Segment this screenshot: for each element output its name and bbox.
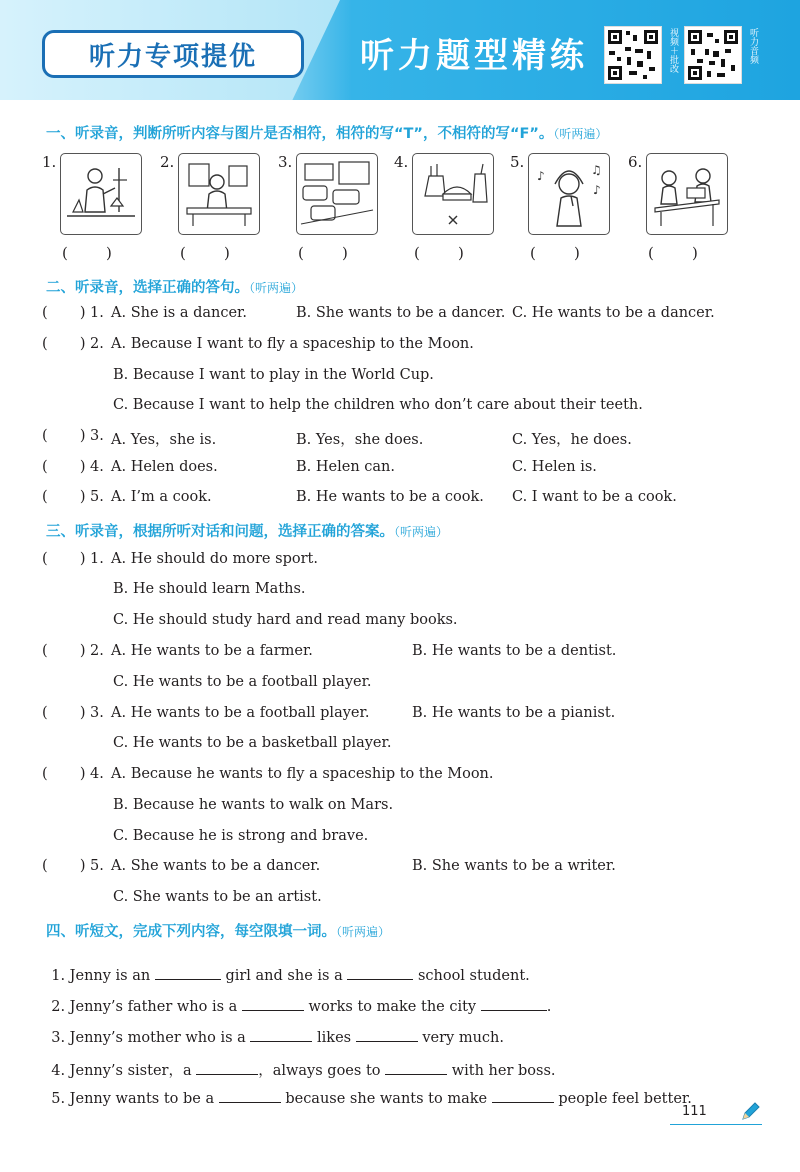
part1-note: （听两遍） <box>553 127 608 141</box>
part2-title-text: 二、听录音，选择正确的答句。 <box>46 280 249 296</box>
answer-blank[interactable]: ( ) <box>42 336 86 352</box>
fill-blank[interactable] <box>492 1090 554 1103</box>
sentence-part: ，always goes to <box>258 1063 381 1079</box>
sentence-part: school student. <box>417 968 530 984</box>
option-c: C. She wants to be an artist. <box>113 889 322 905</box>
option-b: B. He wants to be a pianist. <box>412 705 616 721</box>
answer-blank[interactable]: ( ) <box>648 244 698 262</box>
option-b: B. She wants to be a writer. <box>412 858 616 874</box>
part3-title <box>46 520 448 541</box>
answer-blank[interactable]: ( ) <box>62 244 112 262</box>
junk-food-cross-icon <box>412 153 494 235</box>
sentence-part: very much. <box>422 1030 504 1046</box>
picture-number: 6. <box>628 153 643 171</box>
fill-blank[interactable] <box>250 1029 312 1042</box>
option-a: A. He wants to be a football player. <box>111 705 370 721</box>
svg-text:♪: ♪ <box>537 169 545 183</box>
question-number: 1. <box>90 305 104 321</box>
question-number: 3. <box>90 428 104 444</box>
line-number: 4. <box>51 1063 66 1079</box>
picture-number: 2. <box>160 153 175 171</box>
dentist-icon <box>178 153 260 235</box>
question-number: 5. <box>90 858 104 874</box>
fill-line <box>42 1074 692 1107</box>
option-a: A. Because I want to fly a spaceship to the Moon. <box>111 336 474 352</box>
sentence-part: girl and she is a <box>225 968 343 984</box>
svg-text:♫: ♫ <box>591 163 602 177</box>
answer-blank[interactable]: ( ) <box>42 305 86 321</box>
qr-label-video: 视频＋批改 <box>668 28 678 73</box>
answer-blank[interactable]: ( ) <box>298 244 348 262</box>
sentence-part: Jenny wants to be a <box>69 1091 215 1107</box>
answer-blank[interactable]: ( ) <box>42 705 86 721</box>
sentence-part: likes <box>317 1030 352 1046</box>
option-a: A. She is a dancer. <box>111 305 248 321</box>
answer-blank[interactable]: ( ) <box>530 244 580 262</box>
option-a: A. He wants to be a farmer. <box>111 643 313 659</box>
part3-title-text: 三、听录音，根据所听对话和问题，选择正确的答案。 <box>46 524 394 540</box>
option-a: A. Helen does. <box>111 459 218 475</box>
part2-title <box>46 276 303 297</box>
page-title: 听力题型精练 <box>360 36 588 76</box>
question-number: 2. <box>90 336 104 352</box>
option-c: C. He should study hard and read many books. <box>113 612 458 628</box>
answer-blank[interactable]: ( ) <box>414 244 464 262</box>
traffic-cars-icon <box>296 153 378 235</box>
answer-blank[interactable]: ( ) <box>180 244 230 262</box>
page-header <box>0 0 800 100</box>
scientist-lab-icon <box>60 153 142 235</box>
girl-singing-icon <box>528 153 610 235</box>
part3-note: （听两遍） <box>394 525 449 539</box>
part4-title-text: 四、听短文，完成下列内容，每空限填一词。 <box>46 924 336 940</box>
question-number: 4. <box>90 766 104 782</box>
option-b: B. He wants to be a dentist. <box>412 643 617 659</box>
option-c: C. Yes，he does. <box>512 432 632 448</box>
question-number: 2. <box>90 643 104 659</box>
part4-note: （听两遍） <box>336 925 391 939</box>
option-b: B. Because he wants to walk on Mars. <box>113 797 394 813</box>
fill-blank[interactable] <box>347 967 413 980</box>
sentence-part: . <box>546 999 552 1015</box>
qr-code-icon[interactable] <box>604 26 662 84</box>
option-b: B. Because I want to play in the World Cup. <box>113 367 434 383</box>
fill-blank[interactable] <box>481 998 547 1011</box>
answer-blank[interactable]: ( ) <box>42 643 86 659</box>
picture-number: 3. <box>278 153 293 171</box>
option-c: C. He wants to be a basketball player. <box>113 735 392 751</box>
qr-code-icon[interactable] <box>684 26 742 84</box>
option-b: B. He wants to be a cook. <box>296 489 484 505</box>
part1-title-text: 一、听录音，判断所听内容与图片是否相符，相符的写“T”，不相符的写“F”。 <box>46 126 554 142</box>
picture-number: 5. <box>510 153 525 171</box>
sentence-part: people feel better. <box>558 1091 692 1107</box>
option-c: C. Because he is strong and brave. <box>113 828 369 844</box>
line-number: 1. <box>51 968 66 984</box>
pencil-icon <box>740 1100 762 1126</box>
line-number: 2. <box>51 999 66 1015</box>
part4-title <box>46 920 390 941</box>
part2-note: （听两遍） <box>249 281 304 295</box>
answer-blank[interactable]: ( ) <box>42 459 86 475</box>
sentence-part: Jenny’s sister，a <box>69 1063 192 1079</box>
sentence-part: because she wants to make <box>285 1091 488 1107</box>
fill-blank[interactable] <box>242 998 304 1011</box>
answer-blank[interactable]: ( ) <box>42 428 86 444</box>
line-number: 5. <box>51 1091 66 1107</box>
option-b: B. Yes，she does. <box>296 432 424 448</box>
svg-text:♪: ♪ <box>593 183 601 197</box>
option-c: C. Because I want to help the children who don’t care about their teeth. <box>113 397 643 413</box>
fill-blank[interactable] <box>219 1090 281 1103</box>
section-badge: 听力专项提优 <box>42 30 304 78</box>
children-reading-icon <box>646 153 728 235</box>
sentence-part: Jenny’s mother who is a <box>69 1030 246 1046</box>
sentence-part: Jenny is an <box>69 968 151 984</box>
fill-blank[interactable] <box>155 967 221 980</box>
option-b: B. He should learn Maths. <box>113 581 306 597</box>
fill-line <box>42 982 551 1015</box>
option-a: A. I’m a cook. <box>111 489 212 505</box>
fill-line <box>42 951 530 984</box>
question-number: 1. <box>90 551 104 567</box>
picture-number: 4. <box>394 153 409 171</box>
question-number: 5. <box>90 489 104 505</box>
option-c: C. Helen is. <box>512 459 597 475</box>
option-b: B. Helen can. <box>296 459 395 475</box>
question-number: 4. <box>90 459 104 475</box>
fill-line <box>42 1013 504 1046</box>
answer-blank[interactable]: ( ) <box>42 489 86 505</box>
option-c: C. He wants to be a football player. <box>113 674 372 690</box>
answer-blank[interactable]: ( ) <box>42 858 86 874</box>
qr-label-audio: 听力音频 <box>748 28 758 64</box>
picture-number: 1. <box>42 153 57 171</box>
question-number: 3. <box>90 705 104 721</box>
answer-blank[interactable]: ( ) <box>42 766 86 782</box>
sentence-part: Jenny’s father who is a <box>69 999 238 1015</box>
option-c: C. He wants to be a dancer. <box>512 305 715 321</box>
option-a: A. She wants to be a dancer. <box>111 858 321 874</box>
option-a: A. He should do more sport. <box>111 551 318 567</box>
option-a: A. Yes，she is. <box>111 432 217 448</box>
option-b: B. She wants to be a dancer. <box>296 305 506 321</box>
fill-blank[interactable] <box>356 1029 418 1042</box>
sentence-part: works to make the city <box>308 999 477 1015</box>
part1-title <box>46 122 607 143</box>
answer-blank[interactable]: ( ) <box>42 551 86 567</box>
line-number: 3. <box>51 1030 66 1046</box>
page-number: 111 <box>682 1104 707 1119</box>
option-c: C. I want to be a cook. <box>512 489 677 505</box>
sentence-part: with her boss. <box>451 1063 556 1079</box>
option-a: A. Because he wants to fly a spaceship to the Moon. <box>111 766 494 782</box>
